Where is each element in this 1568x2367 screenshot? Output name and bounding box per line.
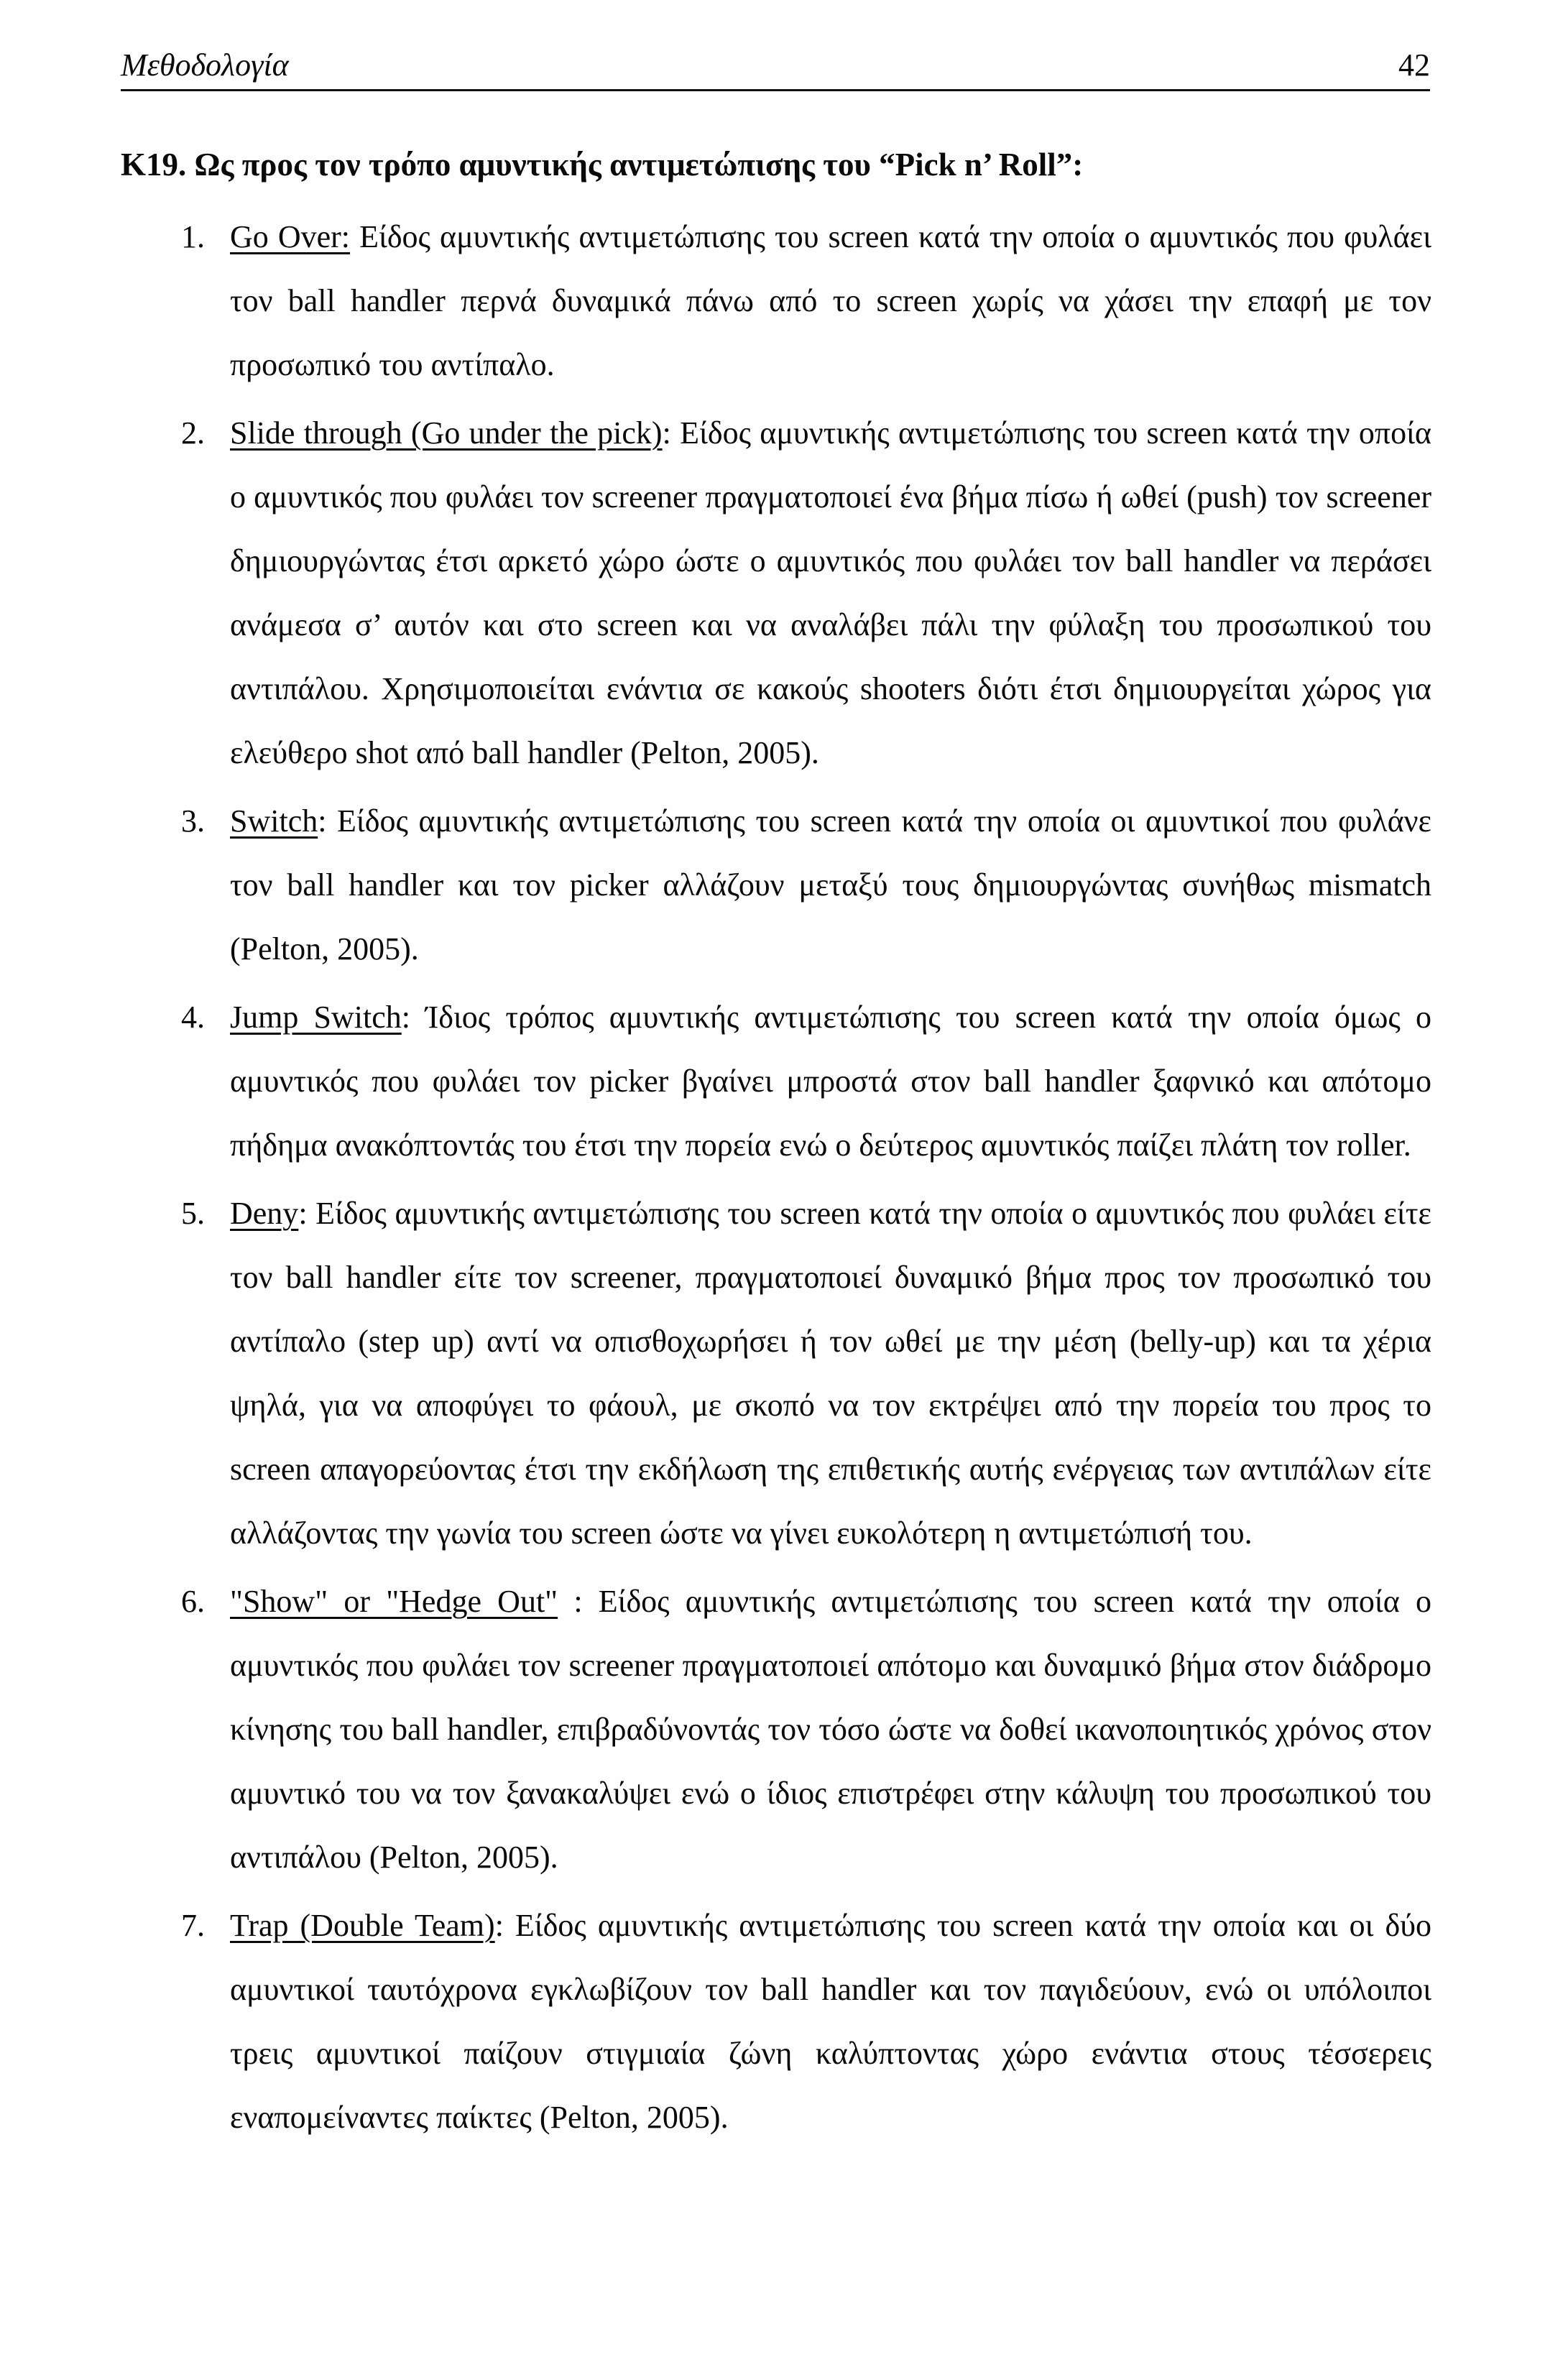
section-heading: Κ19. Ως προς τον τρόπο αμυντικής αντιμετώπισης του “Pick n’ Roll”: bbox=[121, 147, 1084, 183]
list-item bbox=[121, 985, 1431, 1177]
page-header bbox=[121, 45, 1430, 91]
defense-types-list bbox=[121, 205, 1431, 2154]
list-item bbox=[121, 1569, 1431, 1889]
item-number: 2. bbox=[181, 415, 205, 451]
item-number: 4. bbox=[181, 1000, 205, 1035]
list-item bbox=[121, 401, 1431, 785]
list-item bbox=[121, 789, 1431, 981]
item-term: Trap (Double Team) bbox=[230, 1908, 495, 1943]
item-text: Είδος αμυντικής αντιμετώπισης του screen κατά την οποία ο αμυντικός που φυλάει τον ball handler περνά δυναμικά πάνω από το screen χωρίς να χάσει την επαφή με τον προσωπικό του αντίπαλο. bbox=[230, 219, 1431, 382]
item-text: : Είδος αμυντικής αντιμετώπισης του screen κατά την οποία ο αμυντικός που φυλάει τον screener πραγματοποιεί ένα βήμα πίσω ή ωθεί (push) τον screener δημιουργώντας έτσι αρκετό χώρο ώστε ο αμυντικός που φυλάει τον ball handler να περάσει ανάμεσα σ’ αυτόν και στο screen και να αναλάβει πάλι την φύλαξη του προσωπικού του αντιπάλου. Χρησιμοποιείται ενάντια σε κακούς shooters διότι έτσι δημιουργείται χώρος για ελεύθερο shot από ball handler (Pelton, 2005). bbox=[230, 415, 1431, 770]
page-number: 42 bbox=[1398, 47, 1430, 83]
item-text: : Είδος αμυντικής αντιμετώπισης του screen κατά την οποία και οι δύο αμυντικοί ταυτόχρονα εγκλωβίζουν τον ball handler και τον παγιδεύουν, ενώ οι υπόλοιποι τρεις αμυντικοί παίζουν στιγμιαία ζώνη καλύπτοντας χώρο ενάντια στους τέσσερεις εναπομείναντες παίκτες (Pelton, 2005). bbox=[230, 1908, 1431, 2135]
item-number: 1. bbox=[181, 219, 205, 254]
item-number: 6. bbox=[181, 1584, 205, 1619]
list-item bbox=[121, 1181, 1431, 1565]
running-title: Μεθοδολογία bbox=[121, 47, 289, 83]
list-item bbox=[121, 1893, 1431, 2149]
item-term: "Show" or "Hedge Out" bbox=[230, 1584, 558, 1619]
item-term: Deny bbox=[230, 1196, 299, 1231]
item-number: 5. bbox=[181, 1196, 205, 1231]
item-text: : Είδος αμυντικής αντιμετώπισης του screen κατά την οποία ο αμυντικός που φυλάει τον screener πραγματοποιεί απότομο και δυναμικό βήμα στον διάδρομο κίνησης του ball handler, επιβραδύνοντάς τον τόσο ώστε να δοθεί ικανοποιητικός χρόνος στον αμυντικό του να τον ξανακαλύψει ενώ ο ίδιος επιστρέφει στην κάλυψη του προσωπικού του αντιπάλου (Pelton, 2005). bbox=[230, 1584, 1431, 1875]
item-term: Jump Switch bbox=[230, 1000, 402, 1035]
item-text: : Ίδιος τρόπος αμυντικής αντιμετώπισης του screen κατά την οποία όμως ο αμυντικός που φυλάει τον picker βγαίνει μπροστά στον ball handler ξαφνικό και απότομο πήδημα ανακόπτοντάς του έτσι την πορεία ενώ ο δεύτερος αμυντικός παίζει πλάτη τον roller. bbox=[230, 1000, 1431, 1163]
item-text: : Είδος αμυντικής αντιμετώπισης του screen κατά την οποία οι αμυντικοί που φυλάνε τον ball handler και τον picker αλλάζουν μεταξύ τους δημιουργώντας συνήθως mismatch (Pelton, 2005). bbox=[230, 803, 1431, 966]
item-term: Switch bbox=[230, 803, 318, 839]
item-term: Go Over: bbox=[230, 219, 351, 254]
list-item bbox=[121, 205, 1431, 397]
item-text: : Είδος αμυντικής αντιμετώπισης του screen κατά την οποία ο αμυντικός που φυλάει είτε τον ball handler είτε τον screener, πραγματοποιεί δυναμικό βήμα προς τον προσωπικό του αντίπαλο (step up) αντί να οπισθοχωρήσει ή τον ωθεί με την μέση (belly-up) και τα χέρια ψηλά, για να αποφύγει το φάουλ, με σκοπό να τον εκτρέψει από την πορεία του προς το screen απαγορεύοντας έτσι την εκδήλωση της επιθετικής αυτής ενέργειας των αντιπάλων είτε αλλάζοντας την γωνία του screen ώστε να γίνει ευκολότερη η αντιμετώπισή του. bbox=[230, 1196, 1431, 1551]
item-term: Slide through (Go under the pick) bbox=[230, 415, 663, 451]
item-number: 7. bbox=[181, 1908, 205, 1943]
item-number: 3. bbox=[181, 803, 205, 839]
